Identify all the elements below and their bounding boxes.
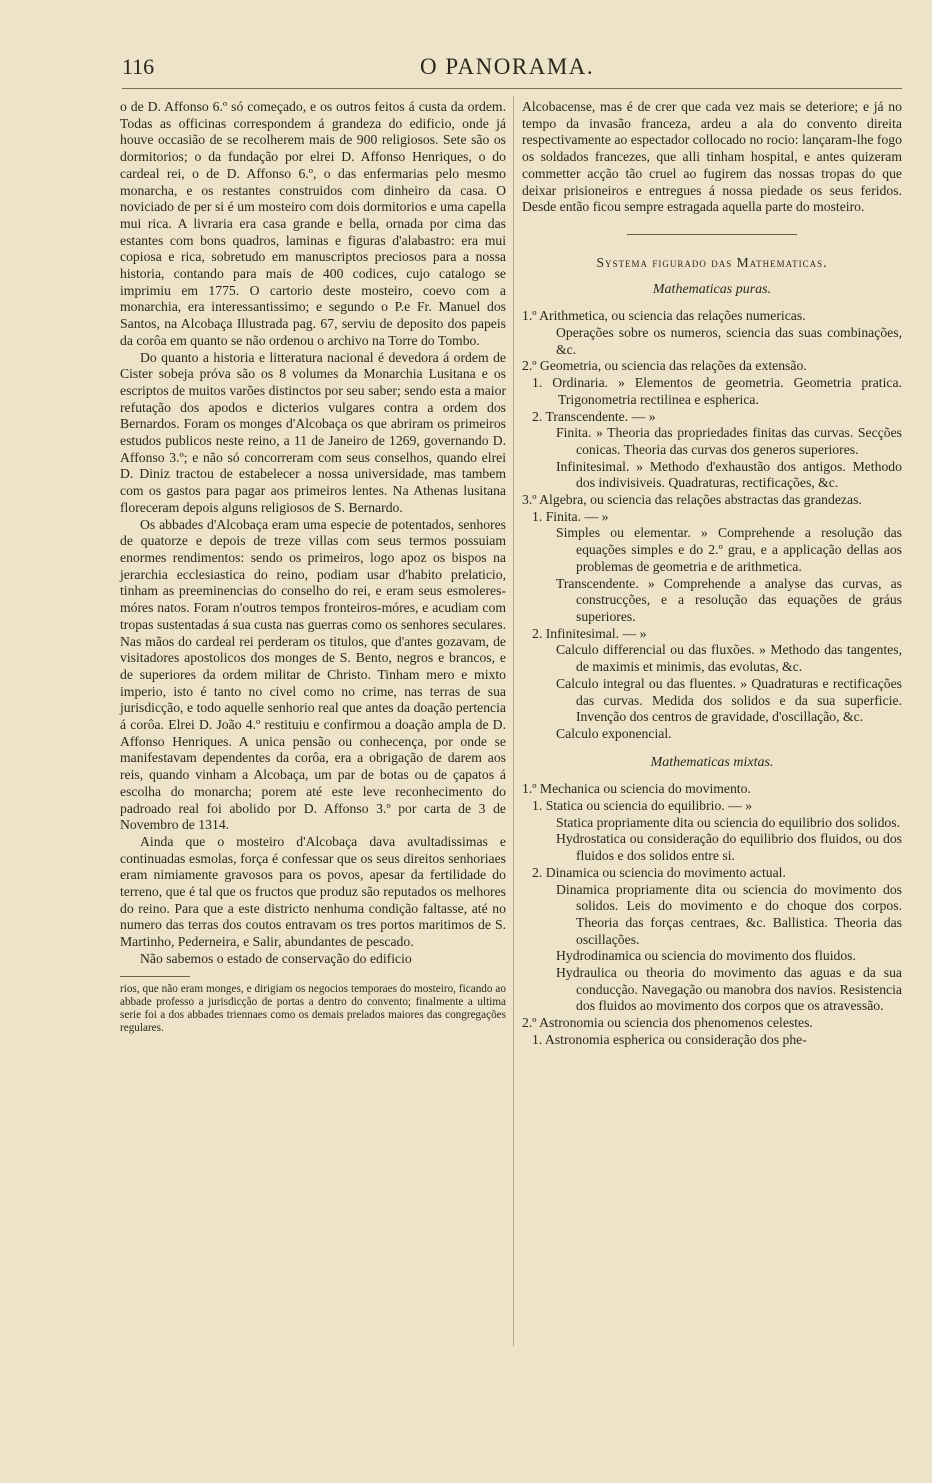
outline-entry: 1. Ordinaria. » Elementos de geometria. Geometria pratica. Trigonometria rectilinea e espherica. <box>532 375 902 407</box>
outline-entry: Finita. » Theoria das propriedades finitas das curvas. Secções conicas. Theoria das curvas dos generos superiores. <box>556 425 902 457</box>
header-rule <box>122 88 902 89</box>
left-column <box>120 99 506 1036</box>
outline-entry: 1.º Arithmetica, ou sciencia das relações numericas. <box>522 308 806 324</box>
article-paragraph: Não sabemos o estado de conservação do edificio <box>140 950 412 966</box>
outline-entry: Transcendente. » Comprehende a analyse das curvas, as construcções, e a resolução das equações de gráus superiores. <box>556 575 902 624</box>
outline-entry: Statica propriamente dita ou sciencia do equilibrio dos solidos. <box>556 814 901 830</box>
outline-entry: 1. Astronomia espherica ou consideração dos phe- <box>532 1031 807 1047</box>
outline-entry: 2.º Astronomia ou sciencia dos phenomenos celestes. <box>522 1015 813 1031</box>
page-header <box>122 54 902 86</box>
article-paragraph: Do quanto a historia e litteratura nacional é devedora á ordem de Cister sobeja próva são os 8 volumes da Monarchia Lusitana e os escriptos de muitos varões distinctos por seu saber; sendo esta a maior refutação dos apodos e dicterios vulgares contra a ordem dos Bernardos. Foram os monges d'Alcobaça os que abriram os primeiros estudos publicos neste reino, a 11 de Janeiro de 1269, governando D. Affonso 3.º; e não só concorreram com seus conselhos, quando elrei D. Diniz tractou de estabelecer a nossa universidade, mas tambem com os gastos para pagar aos primeiros lentes. Na Athenas lusitana floreceram depois alguns religiosos de S. Bernardo. <box>120 349 506 515</box>
mixed-mathematics-list <box>522 781 902 1048</box>
outline-entry: 1. Finita. — » <box>532 508 609 524</box>
outline-entry: Hydrodinamica ou sciencia do movimento dos fluidos. <box>556 948 856 964</box>
article-paragraph: Ainda que o mosteiro d'Alcobaça dava avultadissimas e continuadas esmolas, força é confessar que os seus direitos senhoriaes eram nimiamente gravosos para os povos, apesar da fertilidade do terreno, que é tal que os fructos que produz são reputados os melhores do reino. Para que a este districto nenhuma condição faltasse, até no numero das terras dos coutos entravam os tres portos maritimos de S. Martinho, Pederneira, e Salir, abundantes de pescado. <box>120 833 506 950</box>
pure-mathematics-list <box>522 308 902 742</box>
outline-entry: 3.º Algebra, ou sciencia das relações abstractas das grandezas. <box>522 492 862 508</box>
outline-entry: 2. Infinitesimal. — » <box>532 625 647 641</box>
right-column <box>522 99 902 1049</box>
page-number: 116 <box>122 54 155 79</box>
article-paragraph: Alcobacense, mas é de crer que cada vez mais se deteriore; e já no tempo da invasão franceza, ardeu a ala do convento direita respectivamente ao espectador collocado no rocio: lançaram-lhe fogo os soldados francezes, que alli tinham hospital, e antes quizeram commetter acção tão cruel ao fugirem das nossas tropas do que deixar prisioneiros e entregues á nossa piedade os seus feridos. Desde então ficou sempre estragada aquella parte do mosteiro. <box>522 99 902 215</box>
outline-entry: Calculo differencial ou das fluxões. » Methodo das tangentes, de maximis et minimis, das evolutas, &c. <box>556 642 902 675</box>
outline-entry: Calculo exponencial. <box>556 725 672 741</box>
outline-entry: Operações sobre os numeros, sciencia das suas combinações, &c. <box>556 325 902 357</box>
outline-entry: Hydrostatica ou consideração do equilibrio dos fluidos, ou dos fluidos e dos solidos entre si. <box>556 831 902 864</box>
outline-entry: 1. Statica ou sciencia do equilibrio. — » <box>532 798 753 814</box>
outline-entry: 2. Transcendente. — » <box>532 408 656 424</box>
outline-entry: Simples ou elementar. » Comprehende a resolução das equações simples e do 2.º grau, e a applicação dellas aos problemas de geometria e de arithmetica. <box>556 525 902 574</box>
footnote-rule <box>120 976 190 977</box>
article-paragraph: Os abbades d'Alcobaça eram uma especie de potentados, senhores de quatorze e depois de treze villas com seus termos possuiam enormes rendimentos: sendo os primeiros, logo apoz os bispos na jerarchia ecclesiastica do reino, podiam usar d'habito prelaticio, tinham as preeminencias do conselho do rei, e eram seus esmoleres-móres natos. Foram n'outros tempos fronteiros-móres, e acudiam com tropas sustentadas á sua custa nas guerras como os senhores seculares. Nas mãos do cardeal rei perderam os titulos, que d'antes gozavam, de visitadores apostolicos dos monges de S. Bento, negros e brancos, e de superiores da ordem militar de Christo. Tinham mero e mixto imperio, isto é tanto no civel como no crime, nas terras de sua jurisdicção, e todo aquelle senhorio real que antes da doação pertencia á corôa. Elrei D. João 4.º restituiu e confirmou a doação ampla de D. Affonso Henriques. A unica pensão ou conhecença, por onde se manifestavam dependentes da corôa, era a obrigação de darem aos reis, quando vinham a Alcobaça, um par de botas ou de çapatos á escolha do monarcha; porem até este leve reconhecimento do padroado real foi abolido por D. Affonso 3.º por carta de 3 de Novembro de 1314. <box>120 516 506 833</box>
outline-entry: Dinamica propriamente dita ou sciencia do movimento dos solidos. Leis do movimento e do choque dos corpos. Theoria das forças centraes, &c. Ballistica. Theoria das oscillações. <box>556 881 902 947</box>
outline-entry: 1.º Mechanica ou sciencia do movimento. <box>522 781 751 797</box>
article-paragraph: o de D. Affonso 6.º só começado, e os outros feitos á custa da ordem. Todas as officinas correspondem á grandeza do edificio, onde já houve occasião de se recolherem mais de 900 religiosos. Sete são os dormitorios; o da fundação por elrei D. Affonso Henriques, o do cardeal rei, o de D. Affonso 6.º, o das enfermarias pelo mesmo monarcha, e os restantes construidos com dinheiro da casa. O noviciado de per si é um mosteiro com dois dormitorios e uma capella mui rica. A livraria era casa grande e bella, ornada por cima das estantes com bons quadros, laminas e figuras d'alabastro: era mui copiosa e rica, sobretudo em manuscriptos preciosos para a nossa historia, contando para mais de 400 codices, cujo catalogo se imprimiu em 1775. O cartorio deste mosteiro, coevo com a monarchia, era interessantissimo; e segundo o P.e Fr. Manuel dos Santos, na Alcobaça Illustrada pag. 67, serviu de deposito dos papeis da corôa em quanto se não ordenou o archivo na Torre do Tombo. <box>120 99 506 348</box>
section-title: Systema figurado das Mathematicas. <box>596 254 828 270</box>
footnote: rios, que não eram monges, e dirigiam os negocios temporaes do mosteiro, ficando ao abbade professo a jurisdicção de portas a dentro do convento; finalmente a ultima serie foi a dos abbades triennaes como os demais prelados maiores das congregações regulares. <box>120 982 506 1035</box>
outline-entry: Calculo integral ou das fluentes. » Quadraturas e rectificações das curvas. Medida dos solidos e da sua superficie. Invenção dos centros de gravidade, d'oscillação, &c. <box>556 675 902 725</box>
running-title: O PANORAMA. <box>420 54 595 79</box>
subsection-title-mixed: Mathematicas mixtas. <box>650 754 774 770</box>
outline-entry: 2.º Geometria, ou sciencia das relações da extensão. <box>522 358 807 374</box>
outline-entry: Hydraulica ou theoria do movimento das aguas e da sua conducção. Navegação ou manobra dos navios. Resistencia dos fluidos ao movimento dos corpos que os atravessão. <box>556 965 902 1014</box>
section-separator <box>627 234 797 235</box>
outline-entry: 2. Dinamica ou sciencia do movimento actual. <box>532 864 786 880</box>
subsection-title-pure: Mathematicas puras. <box>652 281 772 297</box>
outline-entry: Infinitesimal. » Methodo d'exhaustão dos antigos. Methodo dos indivisiveis. Quadraturas, rectificações, &c. <box>556 458 902 491</box>
column-divider <box>513 96 514 1346</box>
